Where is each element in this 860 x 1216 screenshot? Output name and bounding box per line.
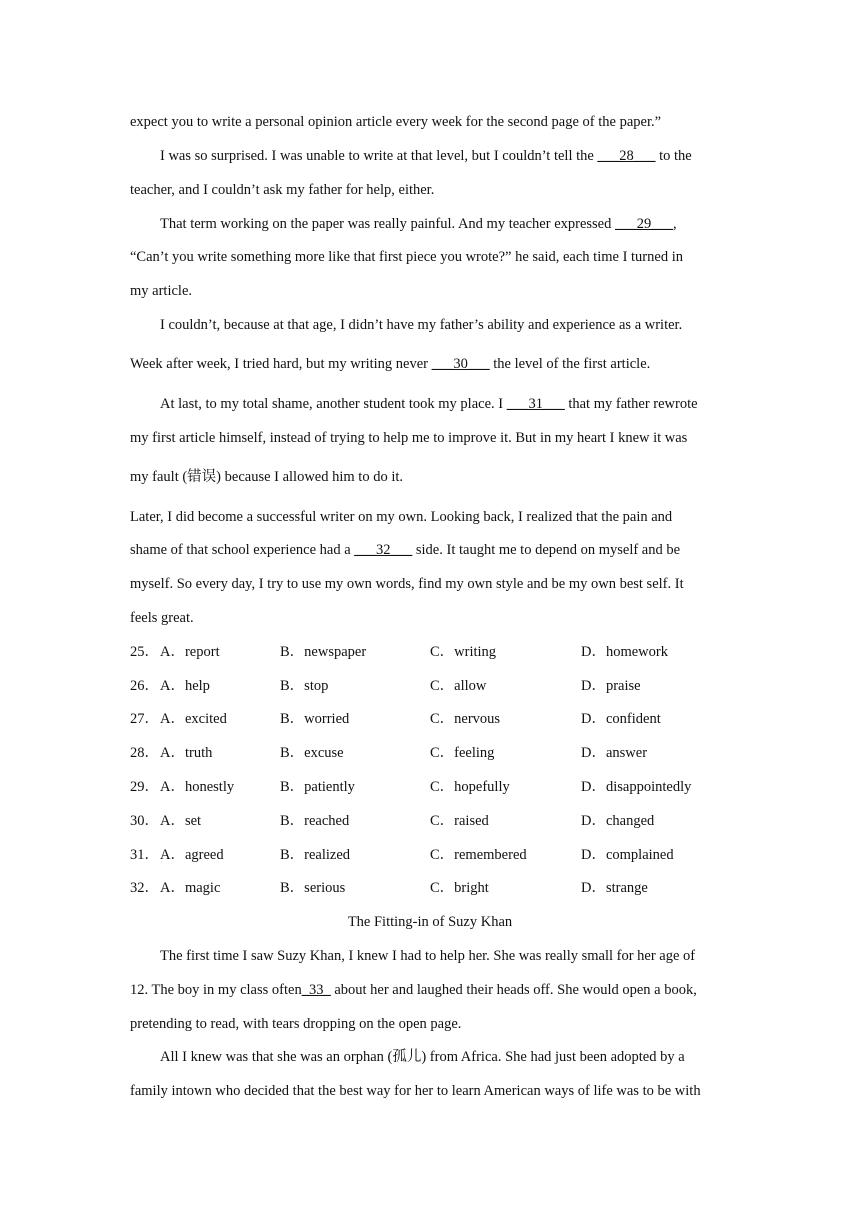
option-b: B．excuse [280, 745, 344, 761]
option-b: B．serious [280, 880, 346, 896]
passage-line: feels great. [130, 610, 194, 626]
passage-line: myself. So every day, I try to use my own words, find my own style and be my own best self. It [130, 576, 684, 592]
question-number: 29． [130, 779, 159, 795]
question-number: 27． [130, 711, 159, 727]
blank-28: ___28___ [597, 148, 656, 164]
passage-line: 12. The boy in my class often_33_ about her and laughed their heads off. She would open a book, [130, 982, 697, 998]
passage-line: That term working on the paper was really painful. And my teacher expressed ___29___, [160, 216, 677, 232]
question-number: 25． [130, 644, 159, 660]
option-b: B．stop [280, 678, 329, 694]
option-d: D．complained [581, 847, 674, 863]
passage-line: pretending to read, with tears dropping on the open page. [130, 1016, 462, 1032]
option-b: B．worried [280, 711, 350, 727]
option-c: C．writing [430, 644, 497, 660]
blank-32: ___32___ [354, 542, 413, 558]
passage-line: At last, to my total shame, another student took my place. I ___31___ that my father rewrote [160, 396, 698, 412]
passage-line: Week after week, I tried hard, but my writing never ___30___ the level of the first article. [130, 356, 651, 372]
passage-line: I couldn’t, because at that age, I didn’t have my father’s ability and experience as a writer. [160, 317, 683, 333]
option-c: C．nervous [430, 711, 501, 727]
option-d: D．praise [581, 678, 641, 694]
option-a: A．honestly [160, 779, 235, 795]
option-a: A．magic [160, 880, 221, 896]
blank-29: ___29___ [615, 216, 673, 232]
option-a: A．excited [160, 711, 227, 727]
passage-line: family intown who decided that the best way for her to learn American ways of life was to be with [130, 1083, 701, 1099]
passage-line: my first article himself, instead of trying to help me to improve it. But in my heart I knew it was [130, 430, 688, 446]
option-a: A．report [160, 644, 220, 660]
question-number: 26． [130, 678, 159, 694]
passage-line: “Can’t you write something more like that first piece you wrote?” he said, each time I turned in [130, 249, 683, 265]
question-27 [130, 709, 730, 729]
option-d: D．changed [581, 813, 655, 829]
option-d: D．strange [581, 880, 648, 896]
blank-30: ___30___ [431, 356, 490, 372]
question-30 [130, 811, 730, 831]
option-a: A．truth [160, 745, 213, 761]
option-c: C．raised [430, 813, 489, 829]
option-d: D．answer [581, 745, 648, 761]
option-b: B．newspaper [280, 644, 367, 660]
option-c: C．allow [430, 678, 487, 694]
passage-line: shame of that school experience had a ___32___ side. It taught me to depend on myself and be [130, 542, 681, 558]
blank-33: _33_ [301, 982, 331, 998]
passage-line: teacher, and I couldn’t ask my father for help, either. [130, 182, 435, 198]
option-c: C．bright [430, 880, 489, 896]
passage-line: The first time I saw Suzy Khan, I knew I had to help her. She was really small for her age of [160, 948, 696, 964]
passage-line: expect you to write a personal opinion article every week for the second page of the paper.” [130, 114, 662, 130]
option-b: B．patiently [280, 779, 355, 795]
question-31 [130, 845, 730, 865]
option-a: A．set [160, 813, 202, 829]
question-29 [130, 777, 730, 797]
passage-line: my fault (错误) because I allowed him to do it. [130, 469, 404, 485]
option-a: A．help [160, 678, 210, 694]
question-number: 32． [130, 880, 159, 896]
option-d: D．confident [581, 711, 661, 727]
question-number: 30． [130, 813, 159, 829]
option-a: A．agreed [160, 847, 224, 863]
question-32 [130, 878, 730, 898]
option-b: B．realized [280, 847, 351, 863]
passage-line: All I knew was that she was an orphan (孤儿) from Africa. She had just been adopted by a [160, 1049, 685, 1065]
passage-line: Later, I did become a successful writer on my own. Looking back, I realized that the pain and [130, 509, 673, 525]
option-c: C．feeling [430, 745, 495, 761]
passage-line: my article. [130, 283, 193, 299]
option-d: D．homework [581, 644, 668, 660]
blank-31: ___31___ [506, 396, 565, 412]
option-b: B．reached [280, 813, 350, 829]
question-number: 28． [130, 745, 159, 761]
option-c: C．remembered [430, 847, 527, 863]
option-d: D．disappointedly [581, 779, 692, 795]
question-26 [130, 676, 730, 696]
question-28 [130, 743, 730, 763]
passage-title: The Fitting-in of Suzy Khan [347, 914, 513, 930]
option-c: C．hopefully [430, 779, 510, 795]
question-number: 31． [130, 847, 159, 863]
passage-line: I was so surprised. I was unable to write at that level, but I couldn’t tell the ___28___ to the [160, 148, 692, 164]
question-25 [130, 642, 730, 662]
